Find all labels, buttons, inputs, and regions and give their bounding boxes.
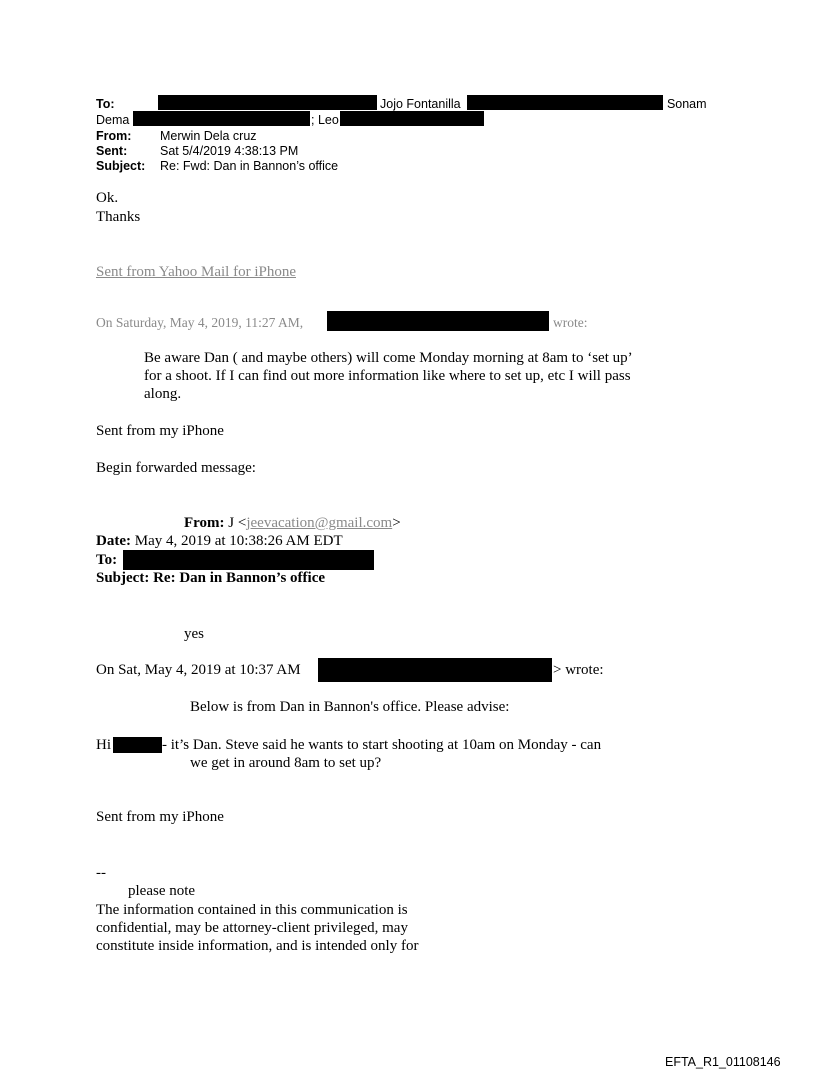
- quote-wrote: wrote:: [553, 315, 588, 330]
- disclaimer-line: constitute inside information, and is intended only for: [96, 938, 419, 954]
- redaction-block: [327, 311, 549, 331]
- yahoo-signature-link[interactable]: Sent from Yahoo Mail for iPhone: [96, 264, 296, 280]
- from-label: From:: [96, 129, 132, 143]
- disclaimer-note: please note: [128, 883, 196, 899]
- to-recipient-name: ; Leo: [311, 113, 339, 127]
- quote-intro: On Sat, May 4, 2019 at 10:37 AM: [96, 662, 301, 678]
- quote-body-line: Be aware Dan ( and maybe others) will come Monday morning at 8am to ‘set up’: [144, 350, 633, 366]
- fwd-subject: Subject: Re: Dan in Bannon’s office: [96, 570, 326, 586]
- disclaimer-line: confidential, may be attorney-client privileged, may: [96, 920, 408, 936]
- sent-from-line: Sent from my iPhone: [96, 809, 224, 825]
- quote-wrote: > wrote:: [553, 662, 604, 678]
- quote-intro: On Saturday, May 4, 2019, 11:27 AM,: [96, 315, 304, 330]
- reply-line: Ok.: [96, 190, 119, 206]
- signature-dashes: --: [96, 865, 106, 881]
- redaction-block: [113, 737, 162, 753]
- to-recipient-name: Dema: [96, 113, 130, 127]
- fwd-to-label: To:: [96, 552, 118, 568]
- fwd-from-name: J <: [228, 515, 247, 531]
- sent-from-line: Sent from my iPhone: [96, 423, 224, 439]
- fwd-from-close: >: [392, 515, 401, 531]
- hi-text: Hi: [96, 737, 111, 753]
- fwd-from-label: From:: [184, 515, 225, 531]
- redaction-block: [133, 111, 310, 126]
- from-value: Merwin Dela cruz: [160, 129, 257, 143]
- redaction-block: [318, 658, 552, 682]
- redaction-block: [158, 95, 377, 110]
- redaction-block: [340, 111, 484, 126]
- quote-body-line: for a shoot. If I can find out more information like where to set up, etc I will pass: [144, 368, 631, 384]
- fwd-date-value: May 4, 2019 at 10:38:26 AM EDT: [134, 533, 343, 549]
- message-line: we get in around 8am to set up?: [190, 755, 382, 771]
- to-label: To:: [96, 97, 115, 111]
- document-id: EFTA_R1_01108146: [665, 1055, 781, 1069]
- reply-line: Thanks: [96, 209, 141, 225]
- to-recipient-name: ; Sonam: [660, 97, 707, 111]
- forward-label: Begin forwarded message:: [96, 460, 256, 476]
- redaction-block: [467, 95, 663, 110]
- to-recipient-name: Jojo Fontanilla: [380, 97, 461, 111]
- subject-label: Subject:: [96, 159, 146, 173]
- fwd-from-email-link[interactable]: jeevacation@gmail.com: [246, 515, 393, 531]
- message-line: - it’s Dan. Steve said he wants to start shooting at 10am on Monday - can: [162, 737, 602, 753]
- sent-label: Sent:: [96, 144, 128, 158]
- quote-body-line: Below is from Dan in Bannon's office. Please advise:: [190, 699, 510, 715]
- fwd-body: yes: [184, 626, 204, 642]
- redaction-block: [123, 550, 374, 570]
- quote-body-line: along.: [144, 386, 182, 402]
- fwd-date-label: Date:: [96, 533, 131, 549]
- subject-value: Re: Fwd: Dan in Bannon’s office: [160, 159, 339, 173]
- disclaimer-line: The information contained in this communication is: [96, 902, 408, 918]
- sent-value: Sat 5/4/2019 4:38:13 PM: [160, 144, 299, 158]
